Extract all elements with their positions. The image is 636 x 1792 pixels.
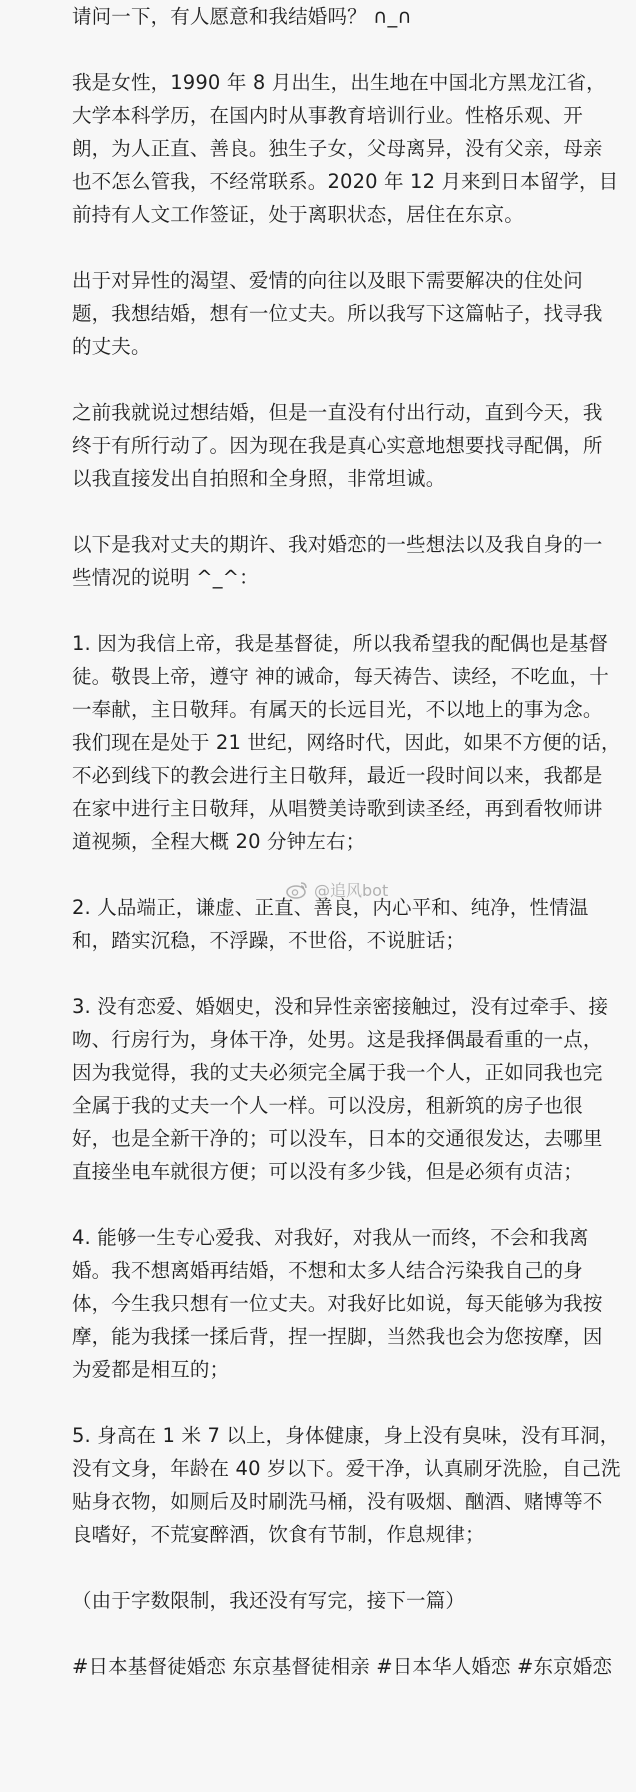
post-motivation: 出于对异性的渴望、爱情的向往以及眼下需要解决的住处问题，我想结婚，想有一位丈夫。所以我写下这篇帖子，找寻我的丈夫。: [72, 269, 603, 358]
post-continuation-note: （由于字数限制，我还没有写完，接下一篇）: [72, 1589, 466, 1612]
watermark-text: @追风bot: [314, 881, 389, 900]
post-point-1-faith: 1. 因为我信上帝，我是基督徒，所以我希望我的配偶也是基督徒。敬畏上帝，遵守 神的诫命，每天祷告、读经，不吃血，十一奉献，主日敬拜。有属天的长远目光，不以地上的事为念。我们现在是处于 21 世纪，网络时代，因此，如果不方便的话，不必到线下的教会进行主日敬拜，最近一段时间以来，我都是在家中进行主日敬拜，从唱赞美诗歌到读圣经，再到看牧师讲道视频，全程大概 20 分钟左右；: [72, 632, 621, 853]
post-point-5-physical: 5. 身高在 1 米 7 以上，身体健康，身上没有臭味，没有耳洞，没有文身，年龄在 40 岁以下。爱干净，认真刷牙洗脸，自己洗贴身衣物，如厕后及时刷洗马桶，没有吸烟、酗酒、赌博等不良嗜好，不荒宴醉酒，饮食有节制，作息规律；: [72, 1424, 621, 1546]
post-intro-question: 请问一下，有人愿意和我结婚吗？ ∩_∩: [72, 5, 412, 28]
post-point-2-character: 2. 人品端正，谦虚、正直、善良，内心平和、纯净，性情温和，踏实沉稳，不浮躁，不世俗，不说脏话；: [72, 896, 589, 952]
post-content: [72, 0, 622, 1683]
post-expectations-intro: 以下是我对丈夫的期许、我对婚恋的一些想法以及我自身的一些情况的说明 ^_^：: [72, 533, 603, 589]
post-hashtags: #日本基督徒婚恋 东京基督徒相亲 #日本华人婚恋 #东京婚恋: [72, 1655, 613, 1678]
post-point-3-chastity: 3. 没有恋爱、婚姻史，没和异性亲密接触过，没有过牵手、接吻、行房行为，身体干净，处男。这是我择偶最看重的一点，因为我觉得，我的丈夫必须完全属于我一个人，正如同我也完全属于我的丈夫一个人一样。可以没房，租新筑的房子也很好，也是全新干净的；可以没车，日本的交通很发达，去哪里直接坐电车就很方便；可以没有多少钱，但是必须有贞洁；: [72, 995, 609, 1183]
post-point-4-devotion: 4. 能够一生专心爱我、对我好，对我从一而终，不会和我离婚。我不想离婚再结婚，不想和太多人结合污染我自己的身体，今生我只想有一位丈夫。对我好比如说，每天能够为我按摩，能为我揉一揉后背，捏一捏脚，当然我也会为您按摩，因为爱都是相互的；: [72, 1226, 603, 1381]
post-self-introduction: 我是女性，1990 年 8 月出生，出生地在中国北方黑龙江省，大学本科学历，在国内时从事教育培训行业。性格乐观、开朗，为人正直、善良。独生子女，父母离异，没有父亲，母亲也不怎么管我，不经常联系。2020 年 12 月来到日本留学，目前持有人文工作签证，处于离职状态，居住在东京。: [72, 71, 619, 226]
post-action-statement: 之前我就说过想结婚，但是一直没有付出行动，直到今天，我终于有所行动了。因为现在我是真心实意地想要找寻配偶，所以我直接发出自拍照和全身照，非常坦诚。: [72, 401, 603, 490]
